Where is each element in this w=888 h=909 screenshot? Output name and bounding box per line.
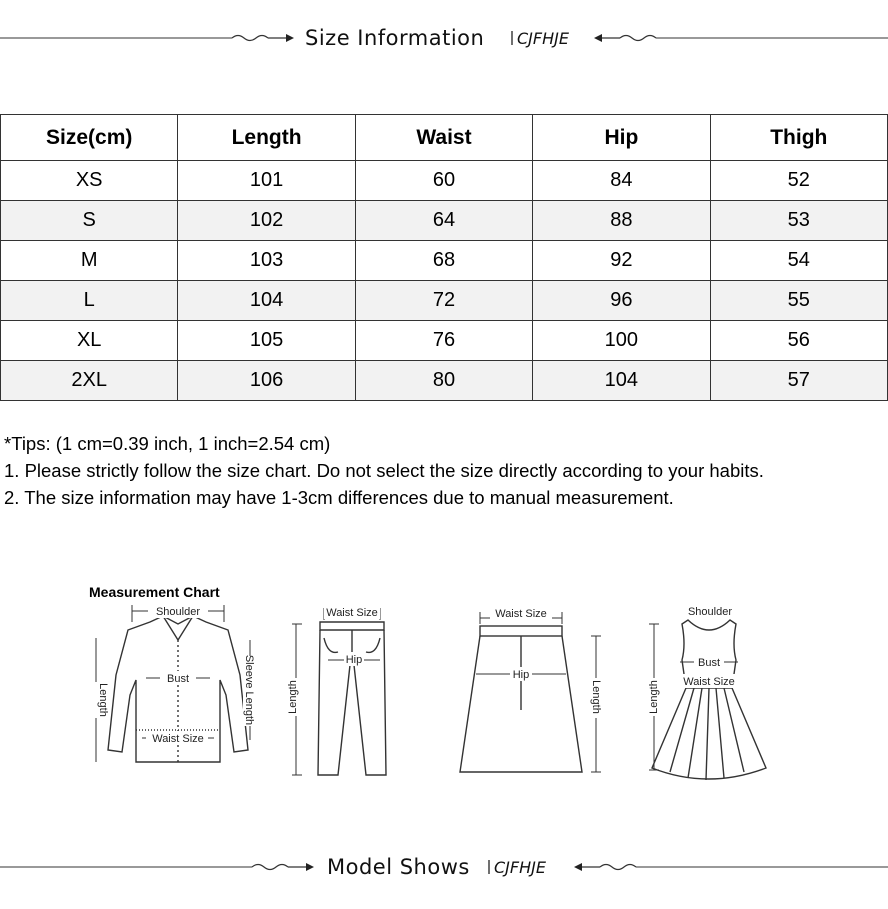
note-line-2: 2. The size information may have 1-3cm differences due to manual measurement. bbox=[4, 487, 674, 508]
shirt-bust-label: Bust bbox=[166, 673, 190, 685]
hip-cell: 100 bbox=[533, 321, 710, 361]
column-header-waist: Waist bbox=[355, 115, 532, 161]
length-cell: 103 bbox=[178, 241, 355, 281]
model-shows-banner bbox=[0, 853, 888, 883]
size-cell: XL bbox=[1, 321, 178, 361]
waist-cell: 76 bbox=[355, 321, 532, 361]
table-header-row bbox=[1, 115, 888, 161]
size-notes bbox=[4, 430, 764, 511]
tips-text: *Tips: (1 cm=0.39 inch, 1 inch=2.54 cm) bbox=[4, 433, 331, 454]
skirt-illustration bbox=[450, 600, 610, 780]
table-row bbox=[1, 241, 888, 281]
size-cell: XS bbox=[1, 161, 178, 201]
waist-cell: 60 bbox=[355, 161, 532, 201]
pants-length-label: Length bbox=[288, 680, 299, 714]
length-cell: 101 bbox=[178, 161, 355, 201]
dress-diagram bbox=[636, 600, 776, 795]
skirt-waist-label: Waist Size bbox=[495, 608, 547, 620]
dress-shoulder-label: Shoulder bbox=[687, 606, 733, 618]
dress-illustration bbox=[636, 600, 776, 790]
shirt-diagram bbox=[88, 600, 268, 785]
size-table bbox=[0, 114, 888, 401]
size-information-banner bbox=[0, 24, 888, 54]
table-row bbox=[1, 161, 888, 201]
size-cell: M bbox=[1, 241, 178, 281]
pants-hip-label: Hip bbox=[345, 654, 363, 666]
length-cell: 105 bbox=[178, 321, 355, 361]
measurement-chart-title: Measurement Chart bbox=[89, 584, 220, 600]
length-cell: 102 bbox=[178, 201, 355, 241]
column-header-length: Length bbox=[178, 115, 355, 161]
waist-cell: 64 bbox=[355, 201, 532, 241]
pants-diagram bbox=[288, 600, 398, 785]
dress-waist-label: Waist Size bbox=[683, 676, 735, 688]
banner-title: Size Information bbox=[305, 26, 485, 50]
table-row bbox=[1, 281, 888, 321]
dress-bust-label: Bust bbox=[697, 657, 721, 669]
thigh-cell: 55 bbox=[710, 281, 887, 321]
thigh-cell: 54 bbox=[710, 241, 887, 281]
skirt-hip-label: Hip bbox=[512, 669, 530, 681]
hip-cell: 88 bbox=[533, 201, 710, 241]
table-row bbox=[1, 321, 888, 361]
column-header-thigh: Thigh bbox=[710, 115, 887, 161]
length-cell: 106 bbox=[178, 361, 355, 401]
thigh-cell: 52 bbox=[710, 161, 887, 201]
shirt-sleeve-label: Sleeve Length bbox=[243, 654, 255, 726]
size-cell: L bbox=[1, 281, 178, 321]
hip-cell: 92 bbox=[533, 241, 710, 281]
skirt-length-label: Length bbox=[590, 680, 603, 714]
table-row bbox=[1, 201, 888, 241]
thigh-cell: 57 bbox=[710, 361, 887, 401]
hip-cell: 84 bbox=[533, 161, 710, 201]
brand-name: CJFHJE bbox=[494, 858, 546, 877]
shirt-illustration bbox=[88, 600, 268, 780]
column-header-size: Size(cm) bbox=[1, 115, 178, 161]
shirt-length-label: Length bbox=[97, 683, 109, 717]
hip-cell: 104 bbox=[533, 361, 710, 401]
note-line-1: 1. Please strictly follow the size chart. Do not select the size directly according to your habits. bbox=[4, 460, 764, 481]
waist-cell: 72 bbox=[355, 281, 532, 321]
waist-cell: 68 bbox=[355, 241, 532, 281]
banner-title: Model Shows bbox=[327, 855, 470, 879]
dress-length-label: Length bbox=[647, 680, 660, 714]
hip-cell: 96 bbox=[533, 281, 710, 321]
shirt-waist-label: Waist Size bbox=[152, 733, 204, 745]
pants-illustration bbox=[288, 600, 398, 780]
thigh-cell: 53 bbox=[710, 201, 887, 241]
table-row bbox=[1, 361, 888, 401]
shirt-shoulder-label: Shoulder bbox=[155, 606, 201, 618]
length-cell: 104 bbox=[178, 281, 355, 321]
thigh-cell: 56 bbox=[710, 321, 887, 361]
brand-name: CJFHJE bbox=[517, 29, 569, 48]
size-cell: S bbox=[1, 201, 178, 241]
waist-cell: 80 bbox=[355, 361, 532, 401]
column-header-hip: Hip bbox=[533, 115, 710, 161]
pants-waist-label: Waist Size bbox=[326, 607, 378, 619]
size-cell: 2XL bbox=[1, 361, 178, 401]
skirt-diagram bbox=[450, 600, 610, 785]
